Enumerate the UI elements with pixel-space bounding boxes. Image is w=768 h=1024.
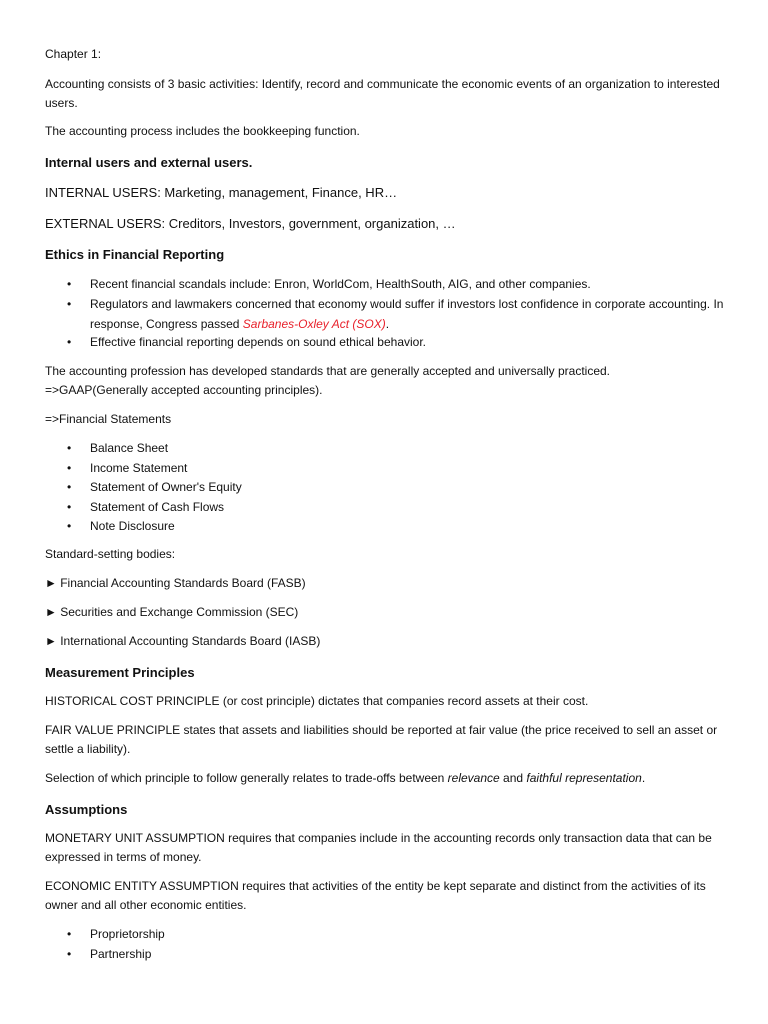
bullet-icon: • (67, 519, 72, 533)
entity-item: Proprietorship (90, 927, 165, 941)
bullet-icon: • (67, 277, 72, 291)
external-users-line: EXTERNAL USERS: Creditors, Investors, government, organization, … (45, 216, 456, 231)
bullet-icon: • (67, 335, 72, 349)
bullet-icon: • (67, 927, 72, 941)
historical-cost-paragraph: HISTORICAL COST PRINCIPLE (or cost principle) dictates that companies record assets at their cost. (45, 694, 589, 708)
monetary-unit-paragraph: MONETARY UNIT ASSUMPTION requires that companies include in the accounting records only transaction data that can be expressed in terms of money. (45, 831, 712, 864)
bullet-icon: • (67, 946, 72, 961)
ethics-heading: Ethics in Financial Reporting (45, 247, 225, 262)
selection-text: Selection of which principle to follow generally relates to trade-offs between (45, 771, 448, 785)
process-paragraph: The accounting process includes the bookkeeping function. (45, 124, 360, 138)
intro-paragraph: Accounting consists of 3 basic activities: Identify, record and communicate the economic events of an organization to interested users. (45, 77, 720, 110)
standards-line-1: The accounting profession has developed standards that are generally accepted and universally practiced. (45, 364, 611, 378)
fair-value-paragraph: FAIR VALUE PRINCIPLE states that assets and liabilities should be reported at fair value (the price received to sell an asset or settle a liability). (45, 723, 718, 756)
relevance-term: relevance (447, 771, 500, 785)
bullet-icon: • (67, 499, 72, 514)
ethics-item-1: Recent financial scandals include: Enron, WorldCom, HealthSouth, AIG, and other companies. (90, 277, 591, 291)
measurement-heading: Measurement Principles (45, 665, 195, 680)
standards-line-2: =>GAAP(Generally accepted accounting principles). (45, 383, 323, 397)
fs-item: Statement of Cash Flows (90, 499, 225, 514)
fs-item: Income Statement (90, 460, 188, 475)
sox-link-text: Sarbanes-Oxley Act (SOX) (242, 316, 386, 331)
body-sec: ► Securities and Exchange Commission (SEC) (45, 605, 299, 619)
selection-paragraph (45, 769, 735, 788)
fs-heading: =>Financial Statements (45, 412, 172, 426)
ethics-item-3: Effective financial reporting depends on sound ethical behavior. (90, 335, 427, 349)
bullet-icon: • (67, 480, 72, 494)
internal-users-line: INTERNAL USERS: Marketing, management, Finance, HR… (45, 185, 398, 200)
bullet-icon: • (67, 441, 72, 455)
faithful-term: faithful representation (526, 771, 642, 785)
bodies-heading: Standard-setting bodies: (45, 547, 176, 561)
fs-item: Balance Sheet (90, 441, 169, 455)
body-fasb: ► Financial Accounting Standards Board (FASB) (45, 576, 306, 590)
fs-item: Note Disclosure (90, 519, 175, 533)
fs-item: Statement of Owner's Equity (90, 480, 242, 494)
sox-period: . (385, 316, 390, 331)
bullet-icon: • (67, 460, 72, 475)
ethics-item-2 (90, 295, 730, 334)
chapter-label: Chapter 1: (45, 47, 102, 61)
entity-item: Partnership (90, 946, 152, 961)
body-iasb: ► International Accounting Standards Board (IASB) (45, 634, 321, 648)
ethics-item-2-text: Regulators and lawmakers concerned that economy would suffer if investors lost confidence in corporate accounting. In response, Congress passed (90, 297, 724, 331)
economic-entity-paragraph: ECONOMIC ENTITY ASSUMPTION requires that activities of the entity be kept separate and distinct from the activities of its owner and all other economic entities. (45, 879, 706, 912)
bullet-icon: • (67, 297, 72, 311)
users-heading: Internal users and external users. (45, 155, 253, 170)
selection-and: and (499, 771, 527, 785)
selection-end: . (641, 771, 646, 785)
assumptions-heading: Assumptions (45, 802, 128, 817)
